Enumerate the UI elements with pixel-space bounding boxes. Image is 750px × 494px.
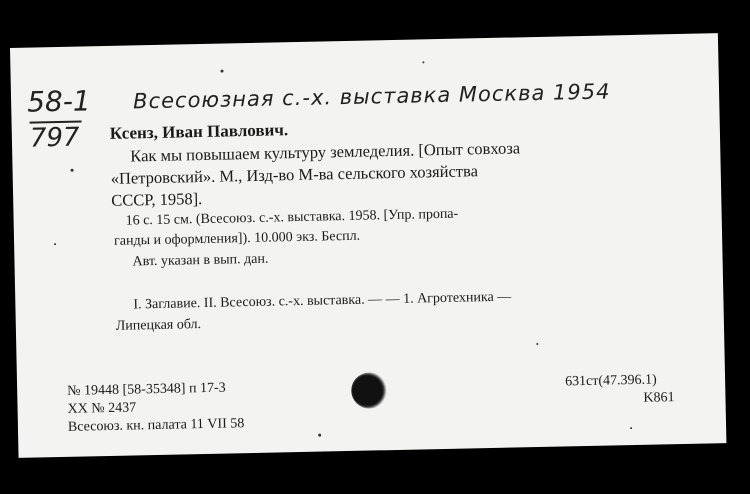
author-mark: K861 [643,390,675,406]
speck [220,70,223,73]
registration-number: № 19448 [58-35348] п 17-3 [67,380,226,399]
catalog-card [10,33,726,458]
chamber-imprint: Всесоюз. кн. палата 11 VII 58 [67,416,245,435]
speck [422,61,424,63]
handwritten-note: Всесоюзная с.-х. выставка Москва 1954 [132,79,611,114]
classification-code: 631ст(47.396.1) [564,372,657,390]
tracings-line-2: Липецкая обл. [115,317,202,334]
speck [71,169,74,172]
description-line-2: «Петровский». М., Изд-во М-ва сельского хозяйства [110,161,479,188]
punch-hole [351,372,388,409]
description-line-3b: 16 с. 15 см. (Всесоюз. с.-х. выставка. 1958. [Упр. пропа- [125,206,459,229]
speck [54,243,56,245]
description-line-1: Как мы повышаем культуру земледелия. [Опыт совхоза [130,138,521,166]
speck [536,343,538,345]
annotation-note: Авт. указан в вып. дан. [132,251,269,270]
tracings-line-1: I. Заглавие. II. Всесоюз. с.-х. выставка. — — 1. Агротехника — [133,289,512,313]
shelf-mark-bottom: 797 [29,122,80,154]
series-number: XX № 2437 [67,400,137,417]
description-line-4: ганды и оформления]). 10.000 экз. Беспл. [113,228,361,249]
speck [318,434,321,437]
description-line-3a: СССР, 1958]. [111,189,203,210]
speck [630,427,632,429]
shelf-mark-top: 58-1 [26,84,92,119]
author-heading: Ксенз, Иван Павлович. [109,120,289,143]
